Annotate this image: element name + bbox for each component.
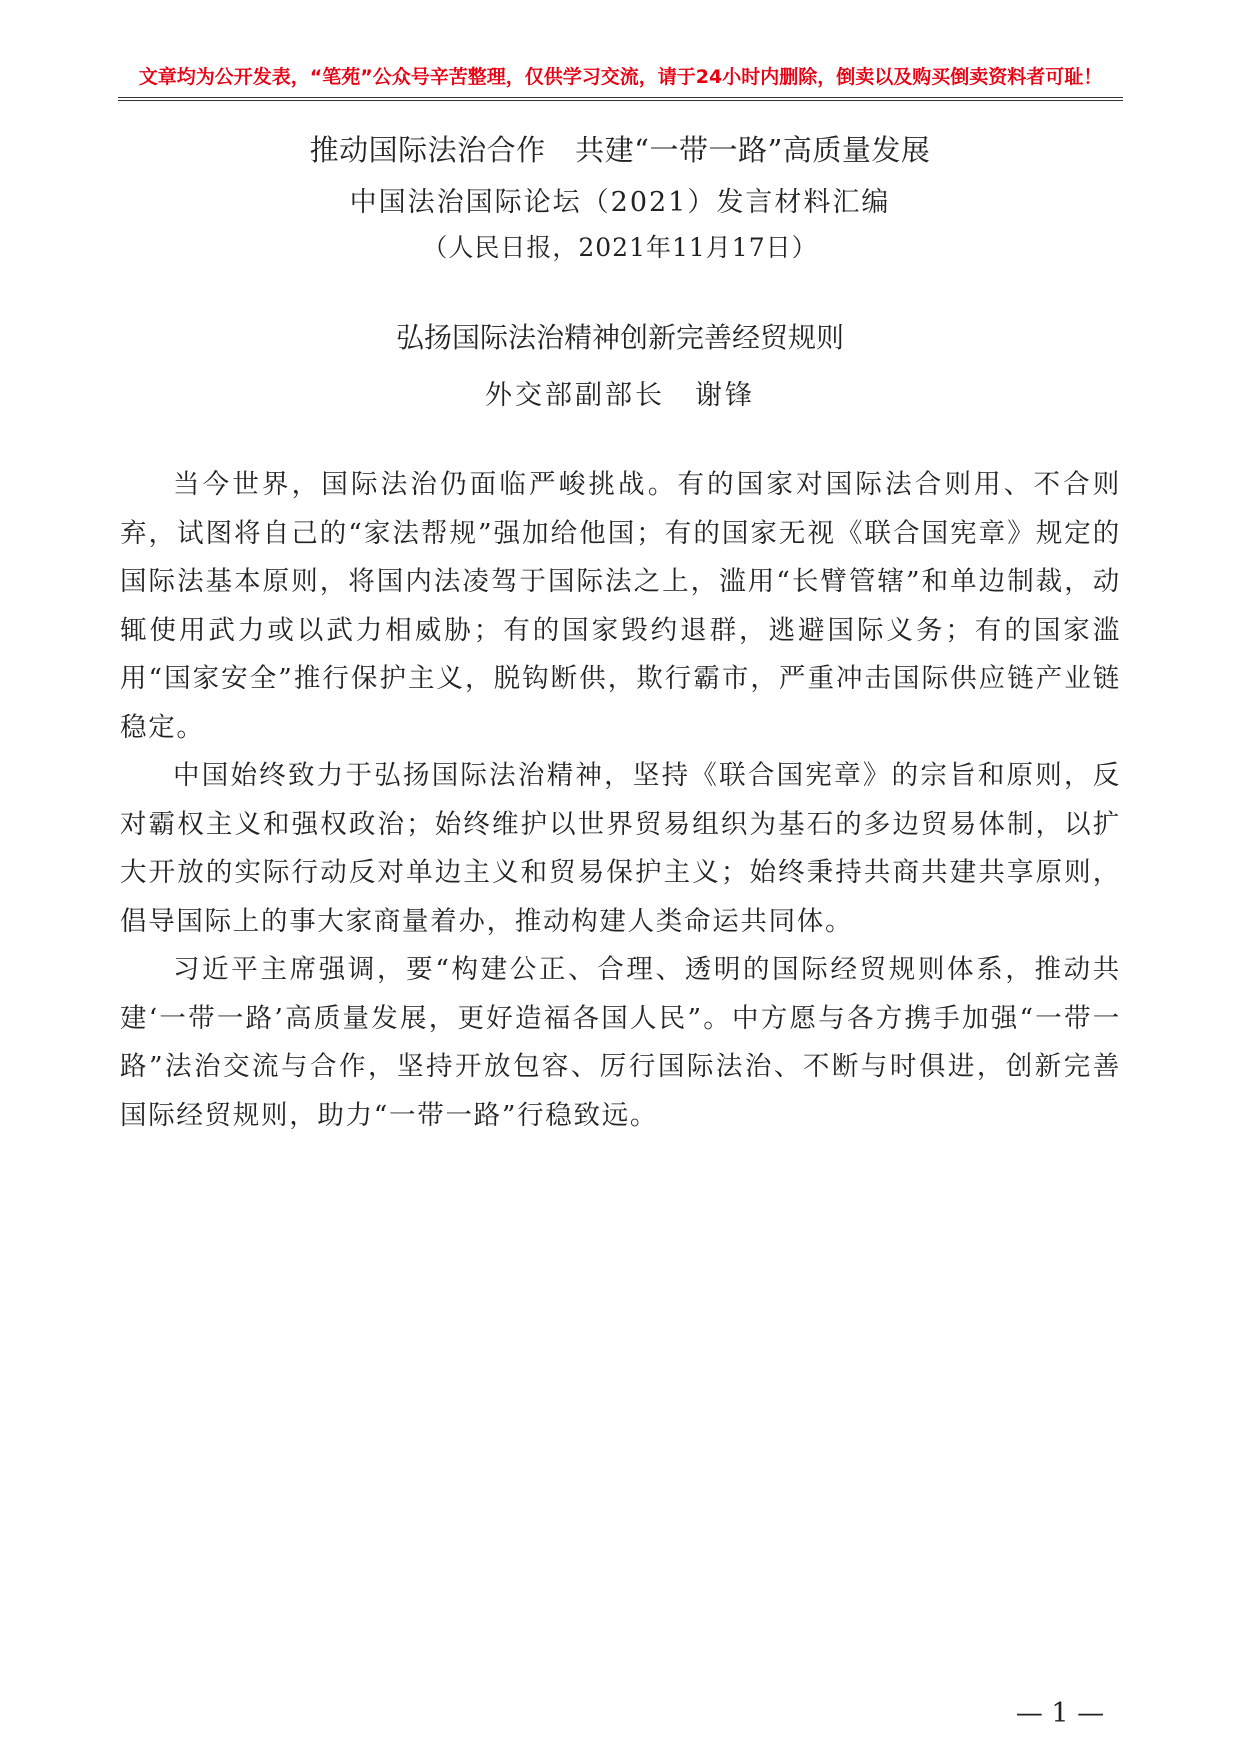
paragraph: 当今世界，国际法治仍面临严峻挑战。有的国家对国际法合则用、不合则弃，试图将自己的“家法帮规”强加给他国；有的国家无视《联合国宪章》规定的国际法基本原则，将国内法凌驾于国际法之上，滥用“长臂管辖”和单边制裁，动辄使用武力或以武力相威胁；有的国家毁约退群，逃避国际义务；有的国家滥用“国家安全”推行保护主义，脱钩断供，欺行霸市，严重冲击国际供应链产业链稳定。 [120, 469, 1121, 743]
source-line: （人民日报，2021年11月17日） [422, 233, 818, 262]
header-divider [118, 97, 1123, 98]
article-title: 弘扬国际法治精神创新完善经贸规则 [395, 321, 844, 354]
page-headline: 推动国际法治合作 共建“一带一路”高质量发展 [309, 133, 931, 167]
copyright-notice: 文章均为公开发表，“笔苑”公众号辛苦整理，仅供学习交流，请于24小时内删除，倒卖以及购买倒卖资料者可耻！ [138, 66, 1103, 88]
article-body [120, 461, 1121, 1140]
article-byline: 外交部副部长 谢锋 [485, 380, 755, 411]
page-subtitle: 中国法治国际论坛（2021）发言材料汇编 [349, 187, 891, 218]
header-divider-secondary [118, 100, 1123, 101]
page-number: — 1 — [1015, 1698, 1105, 1729]
paragraph: 习近平主席强调，要“构建公正、合理、透明的国际经贸规则体系，推动共建‘一带一路’高质量发展，更好造福各国人民”。中方愿与各方携手加强“一带一路”法治交流与合作，坚持开放包容、厉行国际法治、不断与时俱进，创新完善国际经贸规则，助力“一带一路”行稳致远。 [120, 954, 1121, 1131]
paragraph: 中国始终致力于弘扬国际法治精神，坚持《联合国宪章》的宗旨和原则，反对霸权主义和强权政治；始终维护以世界贸易组织为基石的多边贸易体制，以扩大开放的实际行动反对单边主义和贸易保护主义；始终秉持共商共建共享原则，倡导国际上的事大家商量着办，推动构建人类命运共同体。 [120, 760, 1121, 937]
